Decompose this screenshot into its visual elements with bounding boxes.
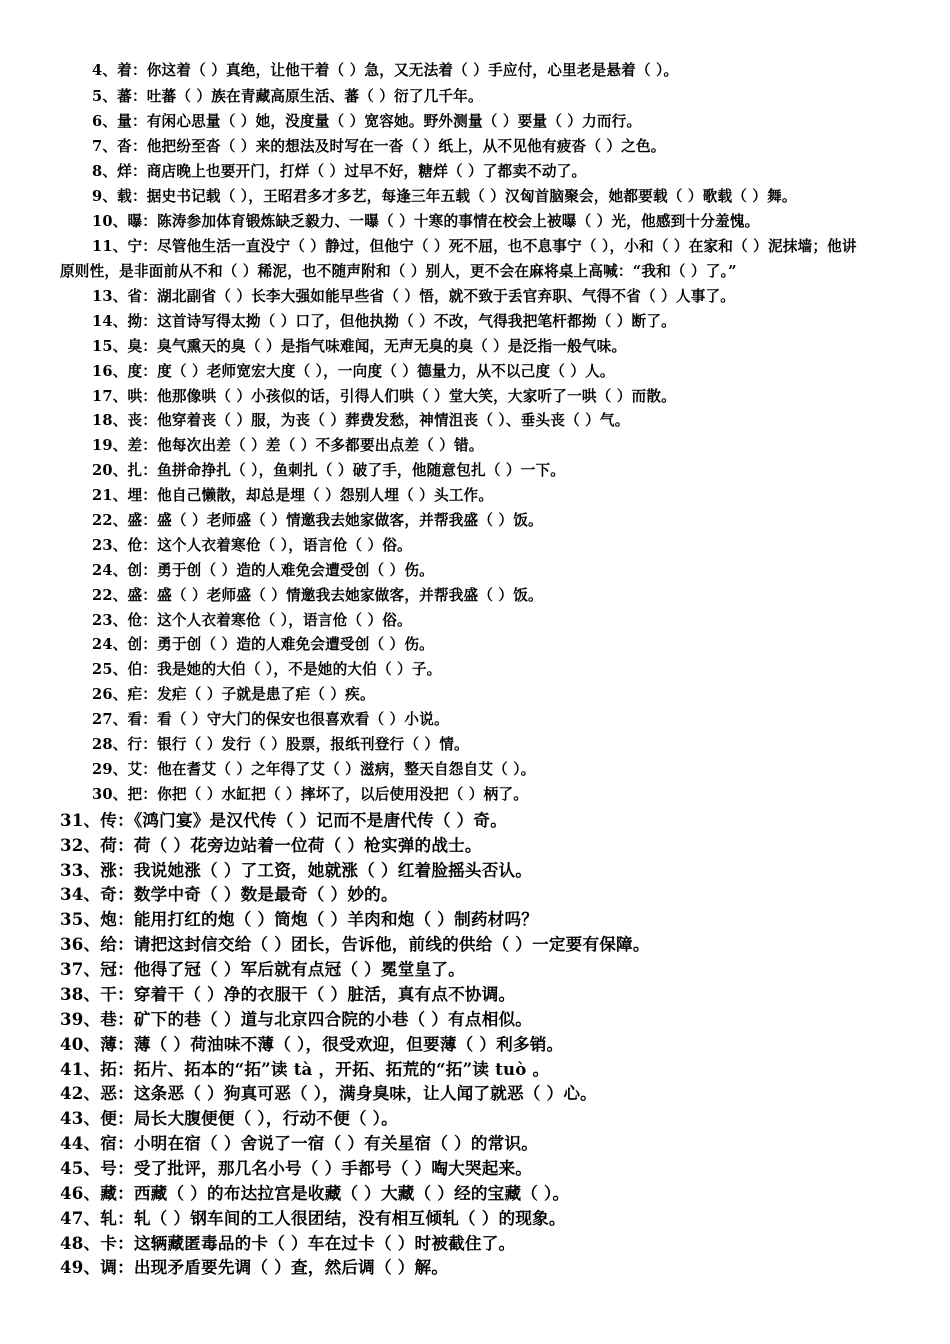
text-line: 22、盛：盛（ ）老师盛（ ）情邀我去她家做客，并帮我盛（ ）饭。 bbox=[92, 512, 543, 529]
text-line: 26、疟：发疟（ ）子就是患了疟（ ）疾。 bbox=[92, 686, 375, 703]
text-line: 44、宿：小明在宿（ ）舍说了一宿（ ）有关星宿（ ）的常识。 bbox=[60, 1133, 539, 1153]
text-line: 47、轧：轧（ ）钢车间的工人很团结，没有相互倾轧（ ）的现象。 bbox=[60, 1208, 566, 1228]
text-line: 34、奇：数学中奇（ ）数是最奇（ ）妙的。 bbox=[60, 884, 398, 904]
text-line: 41、拓：拓片、拓本的“拓”读 tà ，开拓、拓荒的“拓”读 tuò 。 bbox=[60, 1059, 550, 1079]
text-line: 23、伧：这个人衣着寒伧（ ），语言伧（ ）俗。 bbox=[92, 537, 412, 554]
text-line: 32、荷：荷（ ）花旁边站着一位荷（ ）枪实弹的战士。 bbox=[60, 835, 482, 855]
text-line: 37、冠：他得了冠（ ）军后就有点冠（ ）冕堂皇了。 bbox=[60, 959, 465, 979]
text-line: 14、拗：这首诗写得太拗（ ）口了，但他执拗（ ）不改，气得我把笔杆都拗（ ）断了。 bbox=[92, 313, 676, 330]
text-line: 27、看：看（ ）守大门的保安也很喜欢看（ ）小说。 bbox=[92, 711, 449, 728]
text-line: 10、曝：陈涛参加体育锻炼缺乏毅力、一曝（ ）十寒的事情在校会上被曝（ ）光，他感到十分羞愧。 bbox=[92, 213, 760, 230]
text-line: 25、伯：我是她的大伯（ ），不是她的大伯（ ）子。 bbox=[92, 661, 442, 678]
text-line: 16、度：度（ ）老师宽宏大度（ ），一向度（ ）德量力，从不以己度（ ）人。 bbox=[92, 363, 615, 380]
text-line: 30、把：你把（ ）水缸把（ ）摔坏了，以后使用没把（ ）柄了。 bbox=[92, 786, 528, 803]
text-line: 18、丧：他穿着丧（ ）服，为丧（ ）葬费发愁，神情沮丧（ ）、垂头丧（ ）气。 bbox=[92, 412, 630, 429]
text-line: 31、传：《鸿门宴》是汉代传（ ）记而不是唐代传（ ）奇。 bbox=[60, 810, 507, 830]
text-line: 49、调：出现矛盾要先调（ ）查，然后调（ ）解。 bbox=[60, 1257, 449, 1277]
text-line: 9、载：据史书记载（ ），王昭君多才多艺，每逢三年五载（ ）汉匈首脑聚会，她都要载（ ）歌载（ ）舞。 bbox=[92, 188, 797, 205]
text-line: 42、恶：这条恶（ ）狗真可恶（ ），满身臭味，让人闻了就恶（ ）心。 bbox=[60, 1083, 597, 1103]
text-line: 原则性，是非面前从不和（ ）稀泥，也不随声附和（ ）别人，更不会在麻将桌上高喊：“我和（ ）了。” bbox=[60, 263, 737, 280]
text-line: 24、创：勇于创（ ）造的人难免会遭受创（ ）伤。 bbox=[92, 562, 434, 579]
text-line: 11、宁：尽管他生活一直没宁（ ）静过，但他宁（ ）死不屈，也不息事宁（ ），小和（ ）在家和（ ）泥抹墙；他讲 bbox=[92, 238, 857, 255]
text-line: 20、扎：鱼拼命挣扎（ ），鱼刺扎（ ）破了手，他随意包扎（ ）一下。 bbox=[92, 462, 566, 479]
text-line: 40、薄：薄（ ）荷油味不薄（ ），很受欢迎，但要薄（ ）利多销。 bbox=[60, 1034, 564, 1054]
text-line: 36、给：请把这封信交给（ ）团长，告诉他，前线的供给（ ）一定要有保障。 bbox=[60, 934, 650, 954]
text-line: 35、炮：能用打红的炮（ ）筒炮（ ）羊肉和炮（ ）制药材吗？ bbox=[60, 909, 539, 929]
text-line: 24、创：勇于创（ ）造的人难免会遭受创（ ）伤。 bbox=[92, 636, 434, 653]
text-line: 21、埋：他自己懒散，却总是埋（ ）怨别人埋（ ）头工作。 bbox=[92, 487, 494, 504]
text-line: 15、臭：臭气熏天的臭（ ）是指气味难闻，无声无臭的臭（ ）是泛指一般气味。 bbox=[92, 338, 627, 355]
text-line: 8、烊：商店晚上也要开门，打烊（ ）过早不好，糖烊（ ）了都卖不动了。 bbox=[92, 163, 587, 180]
text-line: 5、蕃：吐蕃（ ）族在青藏高原生活、蕃（ ）衍了几千年。 bbox=[92, 88, 483, 105]
text-line: 43、便：局长大腹便便（ ），行动不便（ ）。 bbox=[60, 1108, 398, 1128]
text-line: 13、省：湖北副省（ ）长李大强如能早些省（ ）悟，就不致于丢官弃职、气得不省（ ）人事了。 bbox=[92, 288, 736, 305]
text-line: 45、号：受了批评，那几名小号（ ）手都号（ ）啕大哭起来。 bbox=[60, 1158, 533, 1178]
text-line: 33、涨：我说她涨（ ）了工资，她就涨（ ）红着脸摇头否认。 bbox=[60, 860, 533, 880]
text-line: 19、差：他每次出差（ ）差（ ）不多都要出点差（ ）错。 bbox=[92, 437, 484, 454]
text-line: 6、量：有闲心思量（ ）她，没度量（ ）宽容她。野外测量（ ）要量（ ）力而行。 bbox=[92, 113, 642, 130]
text-line: 48、卡：这辆藏匿毒品的卡（ ）车在过卡（ ）时被截住了。 bbox=[60, 1233, 516, 1253]
text-line: 29、艾：他在耆艾（ ）之年得了艾（ ）滋病，整天自怨自艾（ ）。 bbox=[92, 761, 536, 778]
text-line: 38、干：穿着干（ ）净的衣服干（ ）脏活，真有点不协调。 bbox=[60, 984, 516, 1004]
text-line: 28、行：银行（ ）发行（ ）股票，报纸刊登行（ ）情。 bbox=[92, 736, 469, 753]
text-line: 17、哄：他那像哄（ ）小孩似的话，引得人们哄（ ）堂大笑，大家听了一哄（ ）而散。 bbox=[92, 388, 676, 405]
text-line: 7、沓：他把纷至沓（ ）来的想法及时写在一沓（ ）纸上，从不见他有疲沓（ ）之色。 bbox=[92, 138, 666, 155]
text-line: 4、着：你这着（ ）真绝，让他干着（ ）急，又无法着（ ）手应付，心里老是悬着（ ）。 bbox=[92, 62, 679, 79]
text-line: 22、盛：盛（ ）老师盛（ ）情邀我去她家做客，并帮我盛（ ）饭。 bbox=[92, 587, 543, 604]
text-line: 46、藏：西藏（ ）的布达拉宫是收藏（ ）大藏（ ）经的宝藏（ ）。 bbox=[60, 1183, 570, 1203]
text-line: 39、巷：矿下的巷（ ）道与北京四合院的小巷（ ）有点相似。 bbox=[60, 1009, 533, 1029]
text-line: 23、伧：这个人衣着寒伧（ ），语言伧（ ）俗。 bbox=[92, 612, 412, 629]
